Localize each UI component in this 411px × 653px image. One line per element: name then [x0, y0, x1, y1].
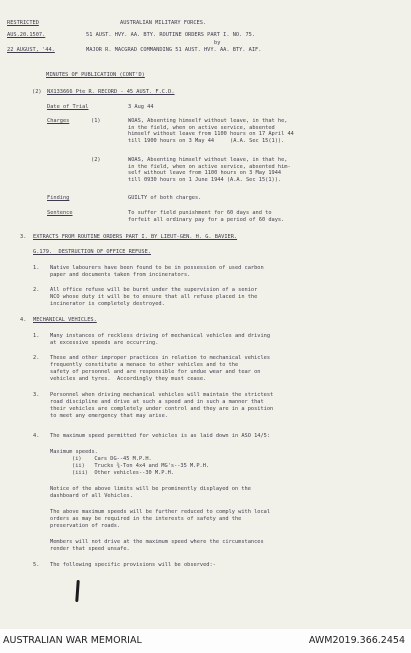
commanding-officer: MAJOR R. MACGRAD COMMANDING 51 AUST. HVY. AA. BTY. AIF. — [86, 47, 262, 53]
charge-1-number: (1) — [91, 118, 101, 124]
s3-paragraph-2-line: incinerator is completely destroyed. — [50, 301, 165, 307]
by-label: by — [214, 40, 221, 46]
reduce-line: orders as may be required in the interests of safety and the — [50, 516, 242, 522]
orders-title: 51 AUST. HVY. AA. BTY. ROUTINE ORDERS PART I. NO. 75. — [86, 32, 256, 38]
charge-2-number: (2) — [91, 157, 101, 163]
s3-paragraph-1-line: Native labourers have been found to be in possession of used carbon — [50, 265, 264, 271]
s4-paragraph-2-number: 2. — [33, 355, 40, 361]
charge-1-line: himself without leave from 1100 hours on 17 April 44 — [128, 131, 294, 138]
s4-paragraph-1-number: 1. — [33, 333, 40, 339]
s4-paragraph-3-line: Personnel when driving mechanical vehicles will maintain the strictest — [50, 392, 274, 398]
max-speeds-intro: Maximum speeds. — [50, 449, 98, 455]
s3-paragraph-1-line: paper and documents taken from incinerators. — [50, 272, 191, 278]
notice-line: Notice of the above limits will be prominently displayed on the — [50, 486, 251, 492]
section-3-heading: EXTRACTS FROM ROUTINE ORDERS PART I. BY LIEUT-GEN. H. G. BAVIER. — [33, 234, 238, 240]
s4-paragraph-3-line: road discipline and drive at such a speed and in such a manner that — [50, 399, 264, 405]
minutes-heading: MINUTES OF PUBLICATION (CONT'D) — [46, 72, 145, 78]
s4-paragraph-1-line: at excessive speeds are occurring. — [50, 340, 159, 346]
charge-2-line: WOAS, Absenting himself without leave, in that he, — [128, 157, 288, 163]
archive-footer — [0, 629, 411, 653]
charge-2-line: till 0930 hours on 1 June 1944 (A.A. Sec 15(1)). — [128, 176, 282, 183]
members-line: Members will not drive at the maximum speed where the circumstances — [50, 539, 264, 545]
classification-label: RESTRICTED — [7, 20, 39, 26]
s4-paragraph-2-line: frequently constitute a menace to other vehicles and to the — [50, 362, 239, 368]
organisation-title: AUSTRALIAN MILITARY FORCES. — [120, 20, 207, 26]
reduce-line: preservation of roads. — [50, 523, 121, 529]
finding-label: Finding — [47, 195, 70, 201]
sentence-line: To suffer field punishment for 60 days and to — [128, 210, 272, 216]
s4-paragraph-3-line: to meet any emergency that may arise. — [50, 413, 168, 419]
charge-1-line: till 1900 hours on 3 May 44 (A.A. Sec 15(1)). — [128, 137, 285, 144]
section-4-heading: MECHANICAL VEHICLES. — [33, 317, 97, 323]
s3-paragraph-2-number: 2. — [33, 287, 40, 293]
s3-paragraph-2-line: All office refuse will be burnt under the supervision of a senior — [50, 287, 258, 293]
s4-paragraph-2-line: vehicles and tyres. Accordingly they must cease. — [50, 376, 207, 382]
finding-value: GUILTY of both charges. — [128, 195, 202, 201]
s4-paragraph-5-number: 5. — [33, 562, 40, 568]
section-4-number: 4. — [20, 317, 27, 323]
charge-2-line: self without leave from 1100 hours on 3 May 1944 — [128, 170, 282, 177]
archive-id: AWM2019.366.2454 — [308, 635, 405, 646]
section-3-number: 3. — [20, 234, 27, 240]
archive-name: AUSTRALIAN WAR MEMORIAL — [3, 635, 142, 646]
section-3-subheading: G.179. DESTRUCTION OF OFFICE REFUSE. — [33, 249, 151, 255]
sentence-label: Sentence — [47, 210, 73, 216]
soldier-name: NX133666 Pte R. RECORD - 45 AUST. F.C.D. — [47, 89, 175, 95]
hole-punch-mark — [75, 580, 80, 602]
charge-1-line: WOAS, Absenting himself without leave, in that he, — [128, 118, 288, 124]
item-number: (2) — [32, 89, 42, 95]
charges-label: Charges — [47, 118, 70, 124]
charge-2-line: in the field, when on active service, absented him- — [128, 163, 291, 170]
s4-paragraph-2-line: safety of personnel and are responsible for undue wear and tear on — [50, 369, 261, 375]
date-of-trial-value: 3 Aug 44 — [128, 104, 154, 110]
s3-paragraph-1-number: 1. — [33, 265, 40, 271]
reference-number: AUS.20.1507. — [7, 32, 46, 38]
speed-limit-item: (i) Cars DG--45 M.P.H. — [72, 456, 152, 462]
s4-paragraph-3-line: their vehicles are completely under control and they are in a position — [50, 406, 274, 412]
date-of-trial-label: Date of Trial — [47, 104, 89, 110]
s4-paragraph-3-number: 3. — [33, 392, 40, 398]
s4-paragraph-4-line: The maximum speed permitted for vehicles is as laid down in ASO 14/5: — [50, 433, 271, 439]
s4-paragraph-1-line: Many instances of reckless driving of mechanical vehicles and driving — [50, 333, 271, 339]
s4-paragraph-4-number: 4. — [33, 433, 40, 439]
notice-line: dashboard of all Vehicles. — [50, 493, 133, 499]
s4-paragraph-5-line: The following specific provisions will be observed:- — [50, 562, 216, 568]
speed-limit-item: (iii) Other vehicles--30 M.P.H. — [72, 470, 175, 476]
members-line: render that speed unsafe. — [50, 546, 130, 552]
charge-1-line: in the field, when on active service, absented — [128, 124, 275, 131]
document-date: 22 AUGUST, '44. — [7, 47, 55, 53]
speed-limit-item: (ii) Trucks ¾-Ton 4x4 and MG's--35 M.P.H. — [72, 463, 210, 469]
reduce-line: The above maximum speeds will be further reduced to comply with local — [50, 509, 271, 515]
s3-paragraph-2-line: NCO whose duty it will be to ensure that all refuse placed in the — [50, 294, 258, 300]
sentence-line: forfeit all ordinary pay for a period of 60 days. — [128, 217, 285, 223]
s4-paragraph-2-line: These and other improper practices in relation to mechanical vehicles — [50, 355, 271, 361]
